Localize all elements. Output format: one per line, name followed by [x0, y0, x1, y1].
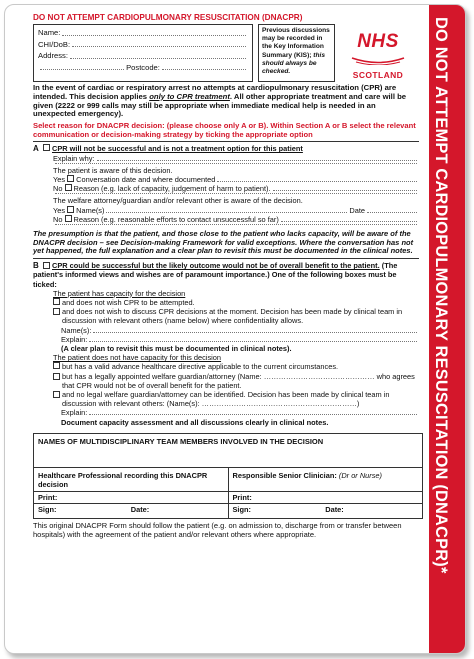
rsc-sign-row[interactable] — [229, 503, 423, 515]
opt5-label: and no legal welfare guardian/attorney can be identified. Decision has been made by clinical team in discussion with relevant others: (Name(s): ………………………………………………………) — [62, 389, 390, 409]
opt2-label: and does not wish to discuss CPR decisions at the moment. Decision has been made by clinical team in discussion with relevant others (name below) where confidentiality allows. — [62, 307, 403, 326]
name-label: Name: — [38, 28, 61, 37]
reason-1-label: Reason (e.g. lack of capacity, judgement of harm to patient). — [73, 184, 271, 194]
mdt-box — [33, 433, 423, 519]
presumption-note: The presumption is that the patient, and those close to the patient who lacks capacity, will be aware of the DNACPR decision – see Decision-making Framework for valid exceptions. Where the conversation has not yet happened, the full explanation and a clear plan to revisit this must be documented in the clinical notes. — [33, 229, 414, 256]
opt4-checkbox[interactable] — [53, 373, 60, 380]
welfare-no-label: No — [53, 214, 63, 224]
b-explain2-field[interactable] — [89, 414, 417, 415]
welfare-label: The welfare attorney/guardian and/or relevant other is aware of the decision. — [53, 196, 303, 206]
dnacpr-form — [4, 4, 466, 654]
welfare-yes-label: Yes — [53, 205, 66, 215]
b-names-row — [33, 326, 419, 335]
nhs-logo-subtext: SCOTLAND — [352, 70, 404, 80]
kis-note-box — [258, 24, 335, 82]
saltire-arc-icon — [350, 57, 406, 65]
nhs-logo-text: NHS — [357, 31, 399, 52]
b-plan-note: (A clear plan to revisit this must be documented in clinical notes). — [61, 343, 292, 353]
rsc-note: (Dr or Nurse) — [338, 470, 382, 480]
opt2-row — [33, 307, 419, 325]
chi-label: CHI/DoB: — [38, 39, 71, 49]
section-a-title: CPR will not be successful and is not a treatment option for this patient — [52, 144, 303, 154]
has-capacity-heading: The patient has capacity for the decision — [53, 288, 186, 298]
aware-row — [33, 166, 419, 175]
form-content — [29, 13, 419, 539]
aware-yes-checkbox[interactable] — [67, 175, 74, 182]
select-reason-instruction: Select reason for DNACPR decision: (please choose only A or B). Within Section A or B select the relevant communication or decision-making strategy by ticking the appropriate option — [33, 121, 416, 139]
address-line — [38, 50, 248, 62]
intro-text-1: In the event of cardiac or respiratory arrest no attempts at cardiopulmonary resuscitation (CPR) are intended. This decision applies — [33, 83, 397, 101]
header-row — [29, 24, 419, 106]
reason-2-label: Reason (e.g. reasonable efforts to contact unsuccessful so far) — [73, 214, 279, 224]
welfare-yes-checkbox[interactable] — [67, 206, 74, 213]
opt5-row — [33, 390, 419, 408]
hcp-sign-row[interactable] — [34, 503, 228, 515]
mdt-heading[interactable]: NAMES OF MULTIDISCIPLINARY TEAM MEMBERS INVOLVED IN THE DECISION — [34, 434, 422, 468]
aware-no-checkbox[interactable] — [65, 184, 72, 191]
welfare-row — [33, 196, 419, 205]
form-title: DO NOT ATTEMPT CARDIOPULMONARY RESUSCITATION (DNACPR) — [33, 13, 303, 22]
opt3-checkbox[interactable] — [53, 362, 60, 369]
conversation-field[interactable] — [217, 181, 417, 182]
welfare-yes-row — [33, 206, 419, 215]
patient-details-box — [33, 24, 253, 82]
section-a-heading — [33, 144, 419, 153]
section-a-label: A — [33, 144, 39, 154]
intro-text-2: . All other appropriate treatment and care will be given (2222 or 999 calls may still be appropriate when immediate medical help is needed in an unexpected emergency). — [33, 91, 407, 119]
rsc-date-label: Date: — [325, 504, 344, 514]
hcp-date-label: Date: — [130, 504, 150, 514]
welfare-no-checkbox[interactable] — [65, 215, 72, 222]
reason-1-field[interactable] — [273, 190, 417, 191]
b-names-field[interactable] — [93, 332, 417, 333]
section-b-label: B — [33, 261, 39, 271]
b-explain2-row — [33, 408, 419, 417]
opt2-checkbox[interactable] — [53, 308, 60, 315]
section-b-heading — [33, 261, 419, 289]
explain-why-field-2[interactable] — [55, 163, 417, 164]
rsc-title-row — [233, 471, 419, 491]
kis-text: Previous discussions may be recorded in the Key Information Summary (KIS); — [262, 27, 330, 59]
hcp-sign-label: Sign: — [38, 504, 57, 514]
name-field[interactable] — [62, 27, 246, 36]
opt4-row — [33, 372, 419, 390]
welfare-date-field[interactable] — [367, 212, 417, 213]
chi-line — [38, 39, 248, 51]
hcp-print-row[interactable] — [34, 491, 228, 503]
opt1-row — [33, 298, 419, 307]
rsc-column — [228, 468, 423, 518]
section-a — [29, 144, 419, 227]
hcp-title: Healthcare Professional recording this DNACPR decision — [38, 470, 208, 490]
b-explain-label: Explain: — [61, 334, 88, 344]
opt3-label: but has a valid advance healthcare directive applicable to the current circumstances. — [62, 362, 339, 372]
aware-yes-row — [33, 175, 419, 184]
explain-why-field[interactable] — [97, 160, 418, 161]
footer-note: This original DNACPR Form should follow the patient (e.g. on admission to, discharge from or transfer between hospitals) with the agreement of the patient and/or relevant others where appropriate. — [33, 520, 402, 539]
aware-label: The patient is aware of this decision. — [53, 165, 173, 175]
section-a-checkbox[interactable] — [43, 144, 50, 151]
address-label: Address: — [38, 51, 68, 60]
opt3-row — [33, 362, 419, 371]
nhs-scotland-logo — [347, 32, 409, 80]
rsc-sign-label: Sign: — [232, 504, 251, 514]
aware-no-label: No — [53, 184, 63, 194]
aware-yes-label: Yes — [53, 174, 66, 184]
no-capacity-heading: The patient does not have capacity for this decision — [53, 353, 222, 363]
section-b — [29, 261, 419, 427]
reason-2-field-2[interactable] — [55, 224, 417, 225]
kis-emphasis: this should always be checked. — [262, 51, 326, 76]
b-explain-row — [33, 335, 419, 344]
hcp-print-label: Print: — [38, 492, 58, 502]
divider-2 — [33, 258, 419, 259]
divider — [33, 141, 419, 142]
sidebar-title: DO NOT ATTEMPT CARDIOPULMONARY RESUSCITATION (DNACPR)* — [432, 17, 450, 574]
b-document-note: Document capacity assessment and all discussions clearly in clinical notes. — [61, 417, 329, 427]
chi-field[interactable] — [72, 39, 246, 48]
section-b-subtitle: (The patient's informed views and wishes are of paramount importance.) One of the following boxes must be ticked: — [33, 261, 398, 289]
reason-2-field[interactable] — [281, 221, 417, 222]
rsc-print-label: Print: — [232, 492, 252, 502]
welfare-no-row — [33, 215, 419, 224]
welfare-names-field[interactable] — [106, 212, 347, 213]
b-names-label: Name(s): — [61, 325, 92, 335]
b-explain-field[interactable] — [89, 341, 417, 342]
address-field[interactable] — [70, 50, 246, 59]
conversation-label: Conversation date and where documented — [76, 174, 216, 184]
welfare-date-label: Date — [349, 205, 365, 215]
postcode-label: Postcode: — [126, 62, 160, 72]
aware-no-row — [33, 184, 419, 193]
hcp-column — [34, 468, 228, 518]
reason-1-field-2[interactable] — [55, 193, 417, 194]
explain-why-label: Explain why: — [53, 153, 95, 163]
rsc-title: Responsible Senior Clinician: — [232, 470, 339, 480]
name-line — [38, 27, 248, 39]
section-b-checkbox[interactable] — [43, 262, 50, 269]
postcode-field[interactable] — [162, 62, 246, 71]
intro-emphasis: only to CPR treatment — [149, 91, 230, 101]
welfare-names-label: Name(s) — [76, 205, 105, 215]
opt1-label: and does not wish CPR to be attempted. — [62, 297, 195, 307]
address-field-2[interactable] — [40, 62, 124, 71]
rsc-print-row[interactable] — [229, 491, 423, 503]
explain-why-row — [33, 154, 419, 163]
b-explain2-label: Explain: — [61, 408, 88, 418]
signature-grid — [34, 468, 422, 518]
opt4-label: but has a legally appointed welfare guardian/attorney (Name: ……………………………………… who agrees that CPR would not be of overall benefit for the patient. — [62, 371, 415, 390]
section-b-title: CPR could be successful but the likely outcome would not be of overall benefit to the patient. — [52, 261, 380, 271]
postcode-line — [38, 62, 248, 74]
reason-2-row-2 — [33, 224, 419, 227]
opt5-checkbox[interactable] — [53, 391, 60, 398]
opt1-checkbox[interactable] — [53, 298, 60, 305]
